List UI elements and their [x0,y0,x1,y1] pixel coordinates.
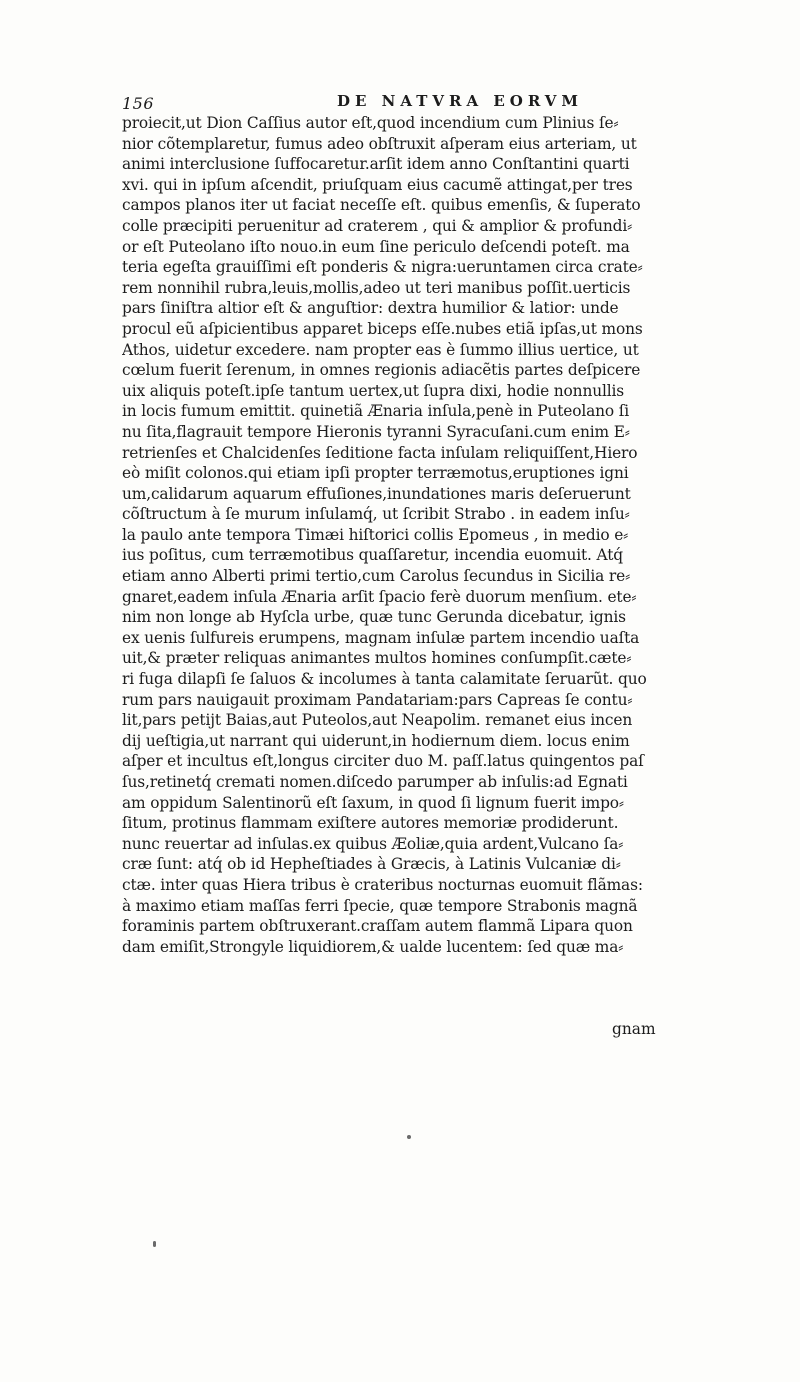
ink-speck [153,1241,156,1247]
body-text [122,113,682,957]
text-line: dam emiſit,Strongyle liquidiorem,& ualde lucentem: ſed quæ ma⸗ [122,937,624,956]
text-line: xvi. qui in ipſum aſcendit, priuſquam eius cacumẽ attingat,per tres [122,175,633,194]
page-number: 156 [122,94,155,113]
text-line: retrienſes et Chalcidenſes ſeditione facta inſulam reliquiſſent,Hiero [122,443,638,462]
text-line: ſitum, protinus flammam exiſtere autores memoriæ prodiderunt. [122,814,619,833]
text-line: à maximo etiam maſſas ferri ſpecie, quæ tempore Strabonis magnã [122,896,638,915]
text-line: ex uenis ſulfureis erumpens, magnam inſulæ partem incendio uaſta [122,628,640,647]
text-line: cõſtructum à ſe murum inſulamq́, ut ſcribit Strabo . in eadem inſu⸗ [122,505,630,524]
text-line: nior cõtemplaretur, fumus adeo obſtruxit aſperam eius arteriam, ut [122,134,637,153]
text-line: teria egeſta grauiſſimi eſt ponderis & nigra:ueruntamen circa crate⸗ [122,258,643,277]
text-line: gnaret,eadem inſula Ænaria arſit ſpacio ferè duorum menſium. ete⸗ [122,587,637,606]
text-line: foraminis partem obſtruxerant.craſſam autem flammã Lipara quon [122,917,633,936]
text-line: proiecit,ut Dion Caſſius autor eſt,quod incendium cum Plinius ſe⸗ [122,114,619,132]
catchword: gnam [612,1020,656,1038]
text-line: la paulo ante tempora Timæi hiſtorici collis Epomeus , in medio e⸗ [122,525,629,544]
text-line: am oppidum Salentinorũ eſt ſaxum, in quod ſi lignum fuerit impo⸗ [122,793,624,812]
text-line: uix aliquis poteſt.ipſe tantum uertex,ut ſupra dixi, hodie nonnullis [122,381,625,400]
text-line: rem nonnihil rubra,leuis,mollis,adeo ut teri manibus poſſit.uerticis [122,278,631,297]
running-head: DE NATVRA EORVM [337,92,583,110]
text-line: lit,pars petijt Baias,aut Puteolos,aut Neapolim. remanet eius incen [122,711,633,730]
text-line: in locis fumum emittit. quinetiã Ænaria inſula,penè in Puteolano ſi [122,402,630,421]
text-line: dij ueſtigia,ut narrant qui uiderunt,in hodiernum diem. locus enim [122,731,630,750]
text-line: cœlum fuerit ſerenum, in omnes regionis adiacẽtis partes deſpicere [122,361,641,380]
text-line: uit,& præter reliquas animantes multos homines conſumpſit.cæte⸗ [122,649,632,668]
ink-speck [407,1135,411,1139]
text-line: ſus,retinetq́ cremati nomen.diſcedo parumper ab inſulis:ad Egnati [122,773,628,791]
text-line: ius poſitus, cum terræmotibus quaſſaretur, incendia euomuit. Atq́ [122,546,623,565]
page-header [122,88,682,114]
text-line: eò miſit colonos.qui etiam ipſi propter terræmotus,eruptiones igni [122,464,629,483]
text-line: or eſt Puteolano iſto nouo.in eum ſine periculo deſcendi poteſt. ma [122,237,630,256]
text-line: um,calidarum aquarum effuſiones,inundationes maris deſeruerunt [122,484,631,503]
text-line: ri fuga dilapſi ſe ſaluos & incolumes à tanta calamitate ſeruarũt. quo [122,670,647,689]
text-line: ctæ. inter quas Hiera tribus è crateribus nocturnas euomuit flãmas: [122,875,643,894]
text-line: nu ſita,flagrauit tempore Hieronis tyranni Syracuſani.cum enim E⸗ [122,422,630,441]
text-line: pars ſiniſtra altior eſt & anguſtior: dextra humilior & latior: unde [122,299,619,318]
text-line: nim non longe ab Hyſcla urbe, quæ tunc Gerunda dicebatur, ignis [122,608,626,627]
text-line: colle præcipiti peruenitur ad craterem , qui & amplior & profundi⸗ [122,216,633,235]
text-line: animi interclusione ſuffocaretur.arſit idem anno Conſtantini quarti [122,155,630,174]
text-line: etiam anno Alberti primi tertio,cum Carolus ſecundus in Sicilia re⸗ [122,567,631,586]
text-line: cræ ſunt: atq́ ob id Hepheſtiades à Græcis, à Latinis Vulcaniæ di⸗ [122,855,621,874]
text-line: nunc reuertar ad inſulas.ex quibus Æoliæ,quia ardent,Vulcano ſa⸗ [122,834,624,853]
text-line: procul eũ aſpicientibus apparet biceps eſſe.nubes etiã ipſas,ut mons [122,319,643,338]
text-line: rum pars nauigauit proximam Pandatariam:pars Capreas ſe contu⸗ [122,690,633,709]
text-line: aſper et incultus eſt,longus circiter duo M. paſſ.latus quingentos paſ [122,752,644,771]
text-line: Athos, uidetur excedere. nam propter eas è ſummo illius uertice, ut [122,340,639,359]
text-line: campos planos iter ut faciat neceſſe eſt. quibus emenſis, & ſuperato [122,196,641,215]
